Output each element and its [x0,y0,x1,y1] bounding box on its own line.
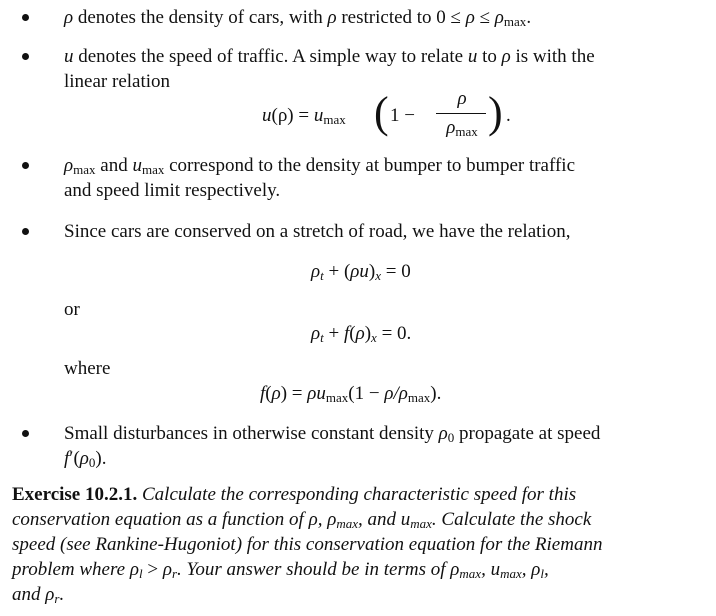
bullet-line: u denotes the speed of traffic. A simple way to relate u to ρ is with the [64,46,595,67]
exercise-line: problem where $\rho_l > \rho_r$. Your answer should be in terms of $\rho_{max}$, $u_{max}$, $\rho_l$, [12,559,549,581]
conservation-equation-2: $\rho_t + f(\rho)_x = 0$. [311,323,412,345]
bullet-line: Small disturbances in otherwise constant density $\rho_0$ propagate at speed [64,423,601,445]
fraction-denominator: $\rho_{max}$ [446,117,478,139]
left-paren: ( [374,88,389,137]
flux-definition-equation: $f(\rho) = \rho u_{max}(1 - \rho/\rho_{max})$. [260,383,442,405]
bullet-line: $\rho_{max}$ and $u_{max}$ correspond to the density at bumper to bumper traffic [64,155,576,177]
right-paren: ) [488,88,503,137]
bullet-line: ρ denotes the density of cars, with ρ restricted to $0 \le \rho \le \rho_{max}$. [64,7,532,29]
exercise-block [12,482,708,607]
fraction-bar [436,113,486,114]
exercise-line: and $\rho_r$. [12,584,65,606]
exercise-line: speed (see Rankine-Hugoniot) for this conservation equation for the Riemann [12,534,603,555]
bullet-disturbances [42,421,702,471]
bullet-max-values [42,153,702,203]
bullet-line: $f'(\rho_0)$. [64,448,107,470]
or-label: or [64,299,80,320]
linear-relation-equation [262,86,522,144]
bullet-density [42,5,702,30]
fraction-numerator: ρ [457,88,467,109]
one-minus: 1 − [390,105,415,126]
where-label: where [64,358,111,379]
bullet-dot [22,228,29,235]
equation-period: . [506,105,511,126]
bullet-line: linear relation [64,71,171,92]
bullet-dot [22,14,29,21]
bullet-line: Since cars are conserved on a stretch of road, we have the relation, [64,221,571,242]
bullet-dot [22,162,29,169]
exercise-line: Exercise 10.2.1. Calculate the corresponding characteristic speed for this [12,484,577,505]
exercise-heading: Exercise 10.2.1. [12,484,138,505]
equation-lhs: $u(\rho) = u_{max}$ [262,105,346,127]
conservation-equation-1: $\rho_t + (\rho u)_x = 0$ [311,261,411,283]
bullet-line: and speed limit respectively. [64,180,281,201]
bullet-dot [22,53,29,60]
bullet-conservation [42,219,702,244]
exercise-line: conservation equation as a function of ρ, $\rho_{max}$, and $u_{max}$. Calculate the shock [12,509,592,531]
bullet-dot [22,430,29,437]
